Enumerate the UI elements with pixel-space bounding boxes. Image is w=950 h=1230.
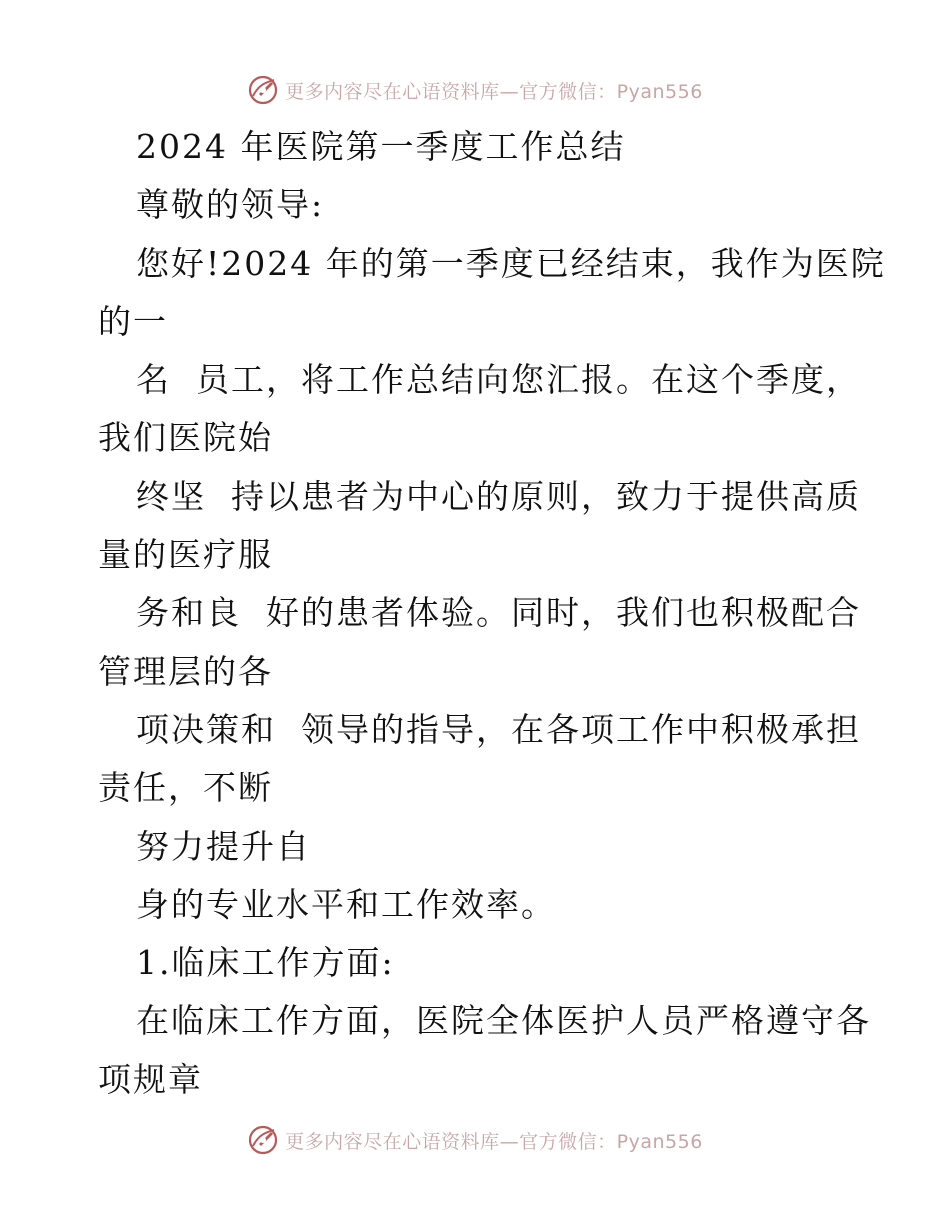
paragraph-line: 责任，不断: [98, 768, 273, 808]
paragraph-line: 我们医院始: [98, 418, 273, 458]
paragraph-line: 量的医疗服: [98, 535, 273, 575]
paragraph-line: 务和良 好的患者体验。同时，我们也积极配合: [136, 593, 861, 633]
paragraph-line: 您好!2024 年的第一季度已经结束，我作为医院: [136, 243, 886, 283]
header-watermark-banner: [0, 70, 950, 110]
pen-swirl-logo-icon: [247, 1124, 279, 1156]
document-title: 2024 年医院第一季度工作总结: [136, 127, 626, 166]
paragraph-line: 身的专业水平和工作效率。: [136, 884, 556, 924]
salutation: 尊敬的领导:: [136, 185, 325, 225]
paragraph-line: 管理层的各: [98, 651, 273, 691]
pen-swirl-logo-icon: [247, 74, 279, 106]
section-heading: 1.临床工作方面:: [136, 943, 395, 983]
paragraph-line: 努力提升自: [136, 826, 311, 866]
paragraph-line: 的一: [98, 301, 168, 341]
paragraph-line: 项决策和 领导的指导，在各项工作中积极承担: [136, 709, 861, 749]
paragraph-line: 在临床工作方面，医院全体医护人员严格遵守各: [136, 1001, 871, 1041]
paragraph-line: 终坚 持以患者为中心的原则，致力于提供高质: [136, 476, 861, 516]
paragraph-line: 名 员工，将工作总结向您汇报。在这个季度，: [136, 360, 861, 400]
watermark-text: 更多内容尽在心语资料库—官方微信：Pyan556: [285, 1130, 703, 1153]
document-body: [98, 118, 886, 1109]
watermark-text: 更多内容尽在心语资料库—官方微信：Pyan556: [285, 80, 703, 103]
paragraph-line: 项规章: [98, 1059, 203, 1099]
footer-watermark-banner: [0, 1120, 950, 1160]
